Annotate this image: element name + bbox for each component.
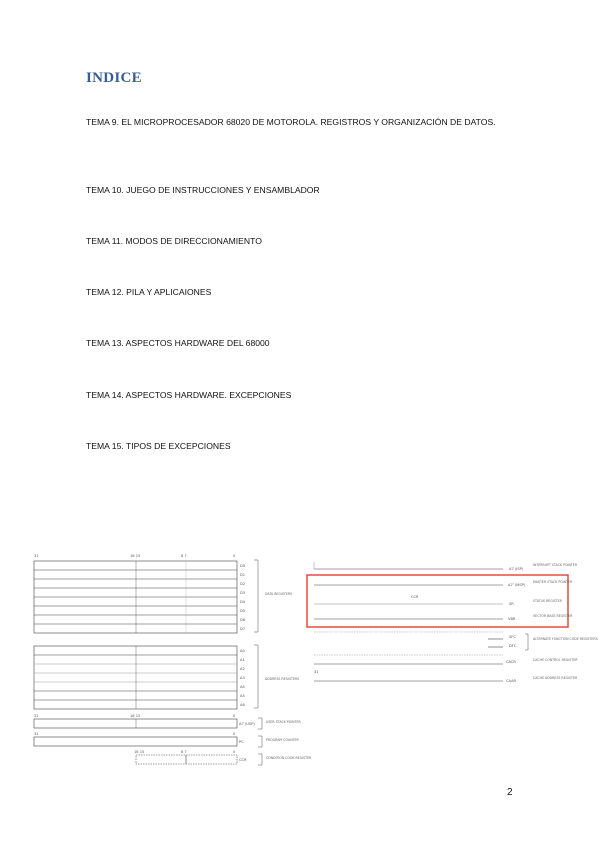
reg-d7: D7 xyxy=(240,627,246,631)
reg-d0: D0 xyxy=(240,564,246,568)
reg-dfc: DFC xyxy=(509,644,517,648)
toc-entry-tema-12[interactable]: TEMA 12. PILA Y APLICAIONES xyxy=(86,287,212,297)
sr-bits-label: CCR xyxy=(411,595,419,599)
ccr-bit-15: 16 15 xyxy=(134,750,145,754)
reg-vbr: VBR xyxy=(508,617,516,621)
reg-pc: PC xyxy=(239,740,244,744)
toc-entry-tema-15[interactable]: TEMA 15. TIPOS DE EXCEPCIONES xyxy=(86,441,231,451)
reg-d5: D5 xyxy=(240,609,246,613)
toc-entry-tema-9[interactable]: TEMA 9. EL MICROPROCESADOR 68020 DE MOTOROLA. REGISTROS Y ORGANIZACIÓN DE DATOS. xyxy=(86,117,496,127)
cacr-label: CACHE CONTROL REGISTER xyxy=(533,658,578,662)
usp-bit-16-15: 16 15 xyxy=(130,714,141,718)
bit-label-8-7: 8 7 xyxy=(181,554,187,558)
reg-a3: A3 xyxy=(240,676,245,680)
data-registers-block xyxy=(34,561,237,633)
isp-register-box xyxy=(314,562,503,569)
reg-d3: D3 xyxy=(240,591,246,595)
bit-label-0: 0 xyxy=(233,554,236,558)
usp-bit-31: 31 xyxy=(34,714,39,718)
reg-ccr: CCR xyxy=(239,758,247,762)
isp-label: INTERRUPT STACK POINTER xyxy=(533,563,578,567)
toc-entry-tema-14[interactable]: TEMA 14. ASPECTOS HARDWARE. EXCEPCIONES xyxy=(86,390,292,400)
address-registers-block xyxy=(34,646,237,709)
page-title: INDICE xyxy=(86,70,142,86)
reg-a0: A0 xyxy=(240,649,245,653)
cacr-register-box xyxy=(314,655,503,664)
ccr-label: CONDITION CODE REGISTER xyxy=(266,756,312,760)
reg-a6: A6 xyxy=(240,703,245,707)
address-registers-label: ADDRESS REGISTERS xyxy=(265,677,300,681)
usp-brace xyxy=(258,718,262,729)
pc-bit-31: 31 xyxy=(34,732,39,736)
pc-register-box xyxy=(34,737,237,746)
reg-d2: D2 xyxy=(240,582,246,586)
reg-sr: SR xyxy=(509,602,514,606)
ccr-brace xyxy=(258,754,262,765)
bit-label-31: 31 xyxy=(34,554,39,558)
reg-cacr: CACR xyxy=(506,660,516,664)
reg-sfc: SFC xyxy=(509,635,516,639)
caar-bit-31: 31 xyxy=(314,670,319,674)
data-registers-label: DATA REGISTERS xyxy=(265,592,293,596)
usp-label: USER STACK POINTER xyxy=(266,720,301,724)
reg-d4: D4 xyxy=(240,600,246,604)
data-registers-brace xyxy=(254,560,258,632)
pc-bit-0: 0 xyxy=(233,732,236,736)
toc-entry-tema-13[interactable]: TEMA 13. ASPECTOS HARDWARE DEL 68000 xyxy=(86,338,270,348)
pc-label: PROGRAM COUNTER xyxy=(266,738,299,742)
usp-register-box xyxy=(34,719,237,728)
ccr-bit-8-7: 8 7 xyxy=(181,750,187,754)
ccr-register-box xyxy=(136,755,237,764)
fc-label: ALTERNATE FUNCTION CODE REGISTERS xyxy=(533,637,598,641)
reg-msp: A7' (MSP) xyxy=(508,583,526,587)
ccr-bit-0: 0 xyxy=(233,750,236,754)
reg-a1: A1 xyxy=(240,658,245,662)
usp-bit-0: 0 xyxy=(233,714,236,718)
bit-label-16-15: 16 15 xyxy=(130,554,141,558)
address-registers-brace xyxy=(254,645,258,708)
toc-entry-tema-11[interactable]: TEMA 11. MODOS DE DIRECCIONAMIENTO xyxy=(86,236,262,246)
reg-a2: A2 xyxy=(240,667,245,671)
pc-brace xyxy=(258,736,262,747)
reg-isp: A7 (ISP) xyxy=(509,567,524,571)
caar-label: CACHE ADDRESS REGISTER xyxy=(533,676,578,680)
reg-a4: A4 xyxy=(240,685,245,689)
reg-d1: D1 xyxy=(240,573,246,577)
reg-d6: D6 xyxy=(240,618,246,622)
toc-entry-tema-10[interactable]: TEMA 10. JUEGO DE INSTRUCCIONES Y ENSAMBLADOR xyxy=(86,185,320,195)
msp-label: MASTER STACK POINTER xyxy=(533,580,573,584)
vbr-label: VECTOR BASE REGISTER xyxy=(533,614,573,618)
fc-brace xyxy=(525,634,528,650)
reg-usp: A7 (USP) xyxy=(239,722,255,726)
page-number: 2 xyxy=(507,787,513,798)
reg-caar: CAAR xyxy=(506,679,517,683)
reg-a5: A5 xyxy=(240,694,245,698)
sr-label: STATUS REGISTER xyxy=(533,599,562,603)
